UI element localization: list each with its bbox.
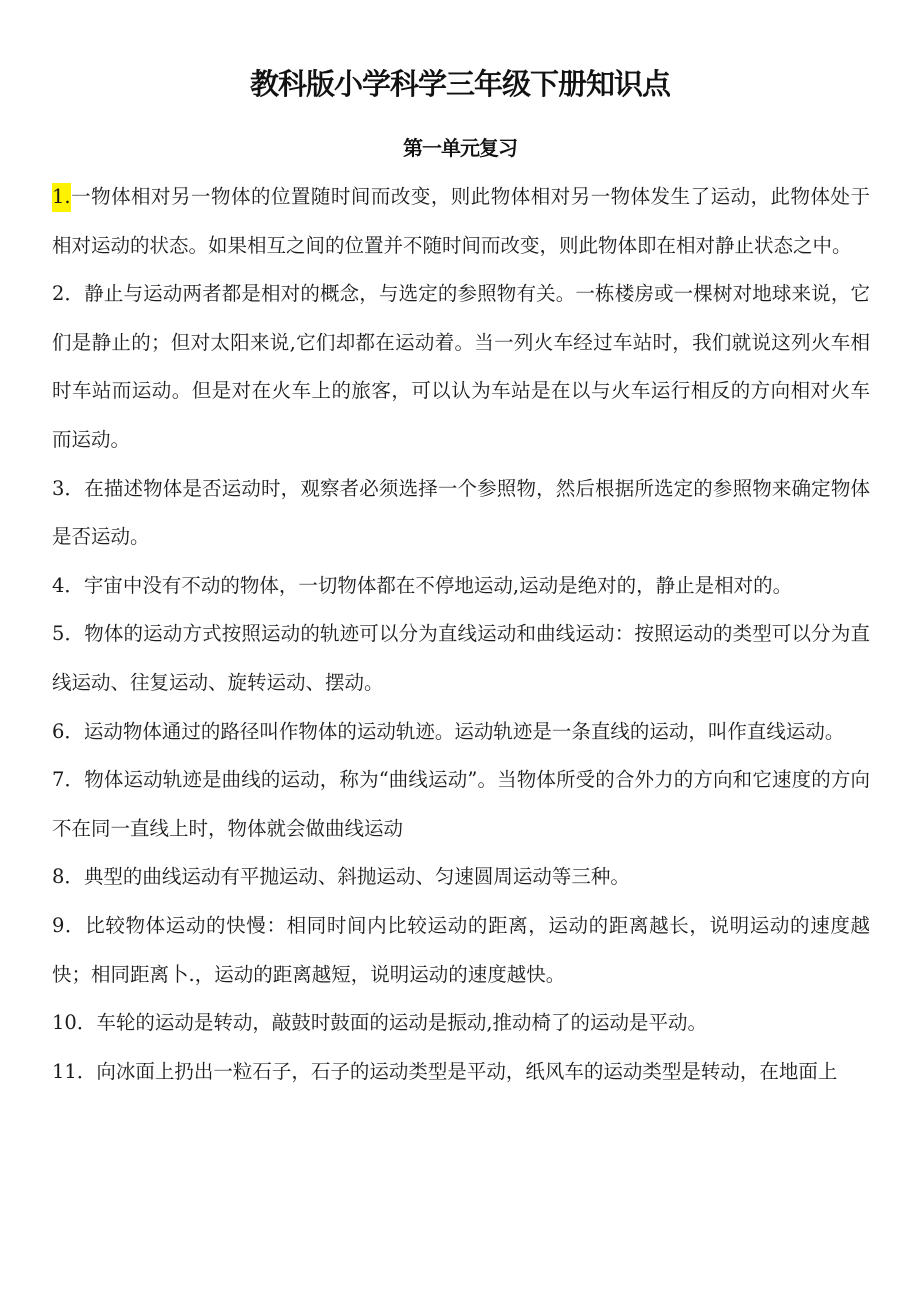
item-text: 在描述物体是否运动时，观察者必须选择一个参照物，然后根据所选定的参照物来确定物体是否运动。: [52, 476, 870, 549]
list-item-7: [52, 756, 870, 853]
list-item-3: [52, 465, 870, 562]
item-number: 7．: [52, 768, 85, 792]
item-number: 8．: [52, 865, 84, 889]
item-text: 车轮的运动是转动，敲鼓时鼓面的运动是振动,推动椅了的运动是平动。: [96, 1011, 708, 1035]
item-number: 5．: [52, 622, 85, 646]
list-item-11: [52, 1048, 870, 1097]
item-number: 11．: [52, 1059, 97, 1083]
item-text: 物体运动轨迹是曲线的运动，称为“曲线运动”。当物体所受的合外力的方向和它速度的方向不在同一直线上时，物体就会做曲线运动: [52, 768, 870, 840]
list-item-10: [52, 999, 870, 1048]
item-text: 向冰面上扔出一粒石子，石子的运动类型是平动，纸风车的运动类型是转动，在地面上: [96, 1059, 838, 1083]
page-title: 教科版小学科学三年级下册知识点: [249, 67, 670, 101]
item-text: 宇宙中没有不动的物体，一切物体都在不停地运动,运动是绝对的，静止是相对的。: [83, 573, 793, 597]
list-item-9: [52, 902, 870, 999]
list-item-4: [52, 562, 870, 611]
item-number: 3．: [52, 476, 85, 500]
item-text: 静止与运动两者都是相对的概念，与选定的参照物有关。一栋楼房或一棵树对地球来说，它们是静止的；但对太阳来说,它们却都在运动着。当一列火车经过车站时，我们就说这列火车相时车站而运动。但是对在火车上的旅客，可以认为车站是在以与火车运行相反的方向相对火车而运动。: [52, 282, 870, 451]
list-item-6: [52, 708, 870, 757]
list-item-1: [52, 173, 870, 270]
item-text: 比较物体运动的快慢：相同时间内比较运动的距离，运动的距离越长，说明运动的速度越快；相同距离卜.，运动的距离越短，说明运动的速度越快。: [52, 913, 870, 986]
document-body: [52, 173, 870, 1096]
item-number: 2．: [52, 282, 85, 306]
section-title: 第一单元复习: [403, 136, 517, 160]
list-item-5: [52, 610, 870, 707]
item-text: 典型的曲线运动有平抛运动、斜抛运动、匀速圆周运动等三种。: [83, 865, 630, 889]
item-number-highlighted: 1.: [52, 183, 71, 212]
list-item-2: [52, 270, 870, 464]
item-text: 运动物体通过的路径叫作物体的运动轨迹。运动轨迹是一条直线的运动，叫作直线运动。: [83, 719, 845, 743]
item-number: 10．: [52, 1011, 97, 1035]
item-text: 物体的运动方式按照运动的轨迹可以分为直线运动和曲线运动：按照运动的类型可以分为直线运动、往复运动、旋转运动、摆动。: [52, 622, 870, 694]
item-number: 9．: [52, 913, 86, 937]
item-number: 6．: [52, 719, 84, 743]
item-text: 一物体相对另一物体的位置随时间而改变，则此物体相对另一物体发生了运动，此物体处于相对运动的状态。如果相互之间的位置并不随时间而改变，则此物体即在相对静止状态之中。: [52, 185, 870, 257]
list-item-8: [52, 853, 870, 902]
item-number: 4．: [52, 573, 84, 597]
